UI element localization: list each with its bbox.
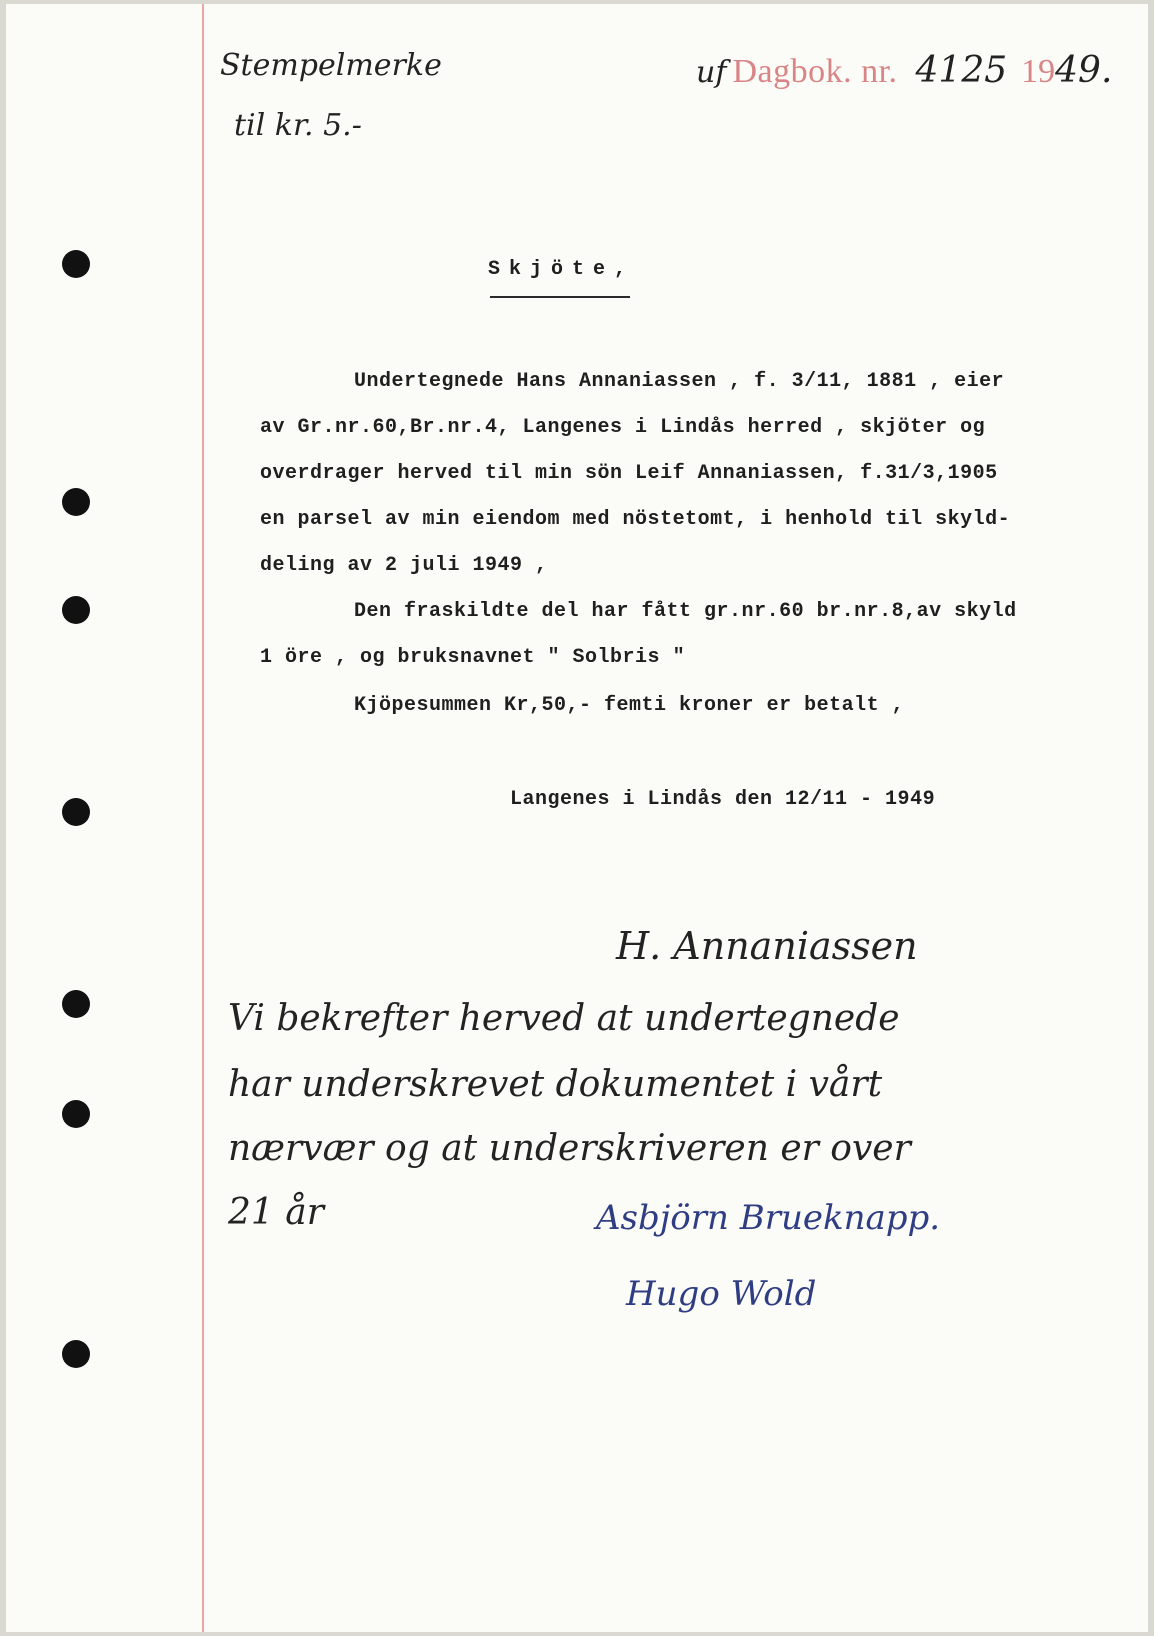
document-page	[6, 4, 1148, 1632]
stamp-prefix: uf	[696, 55, 727, 90]
punch-hole-icon	[62, 596, 90, 624]
body-line: 1 öre , og bruksnavnet " Solbris "	[260, 646, 686, 669]
punch-hole-icon	[62, 798, 90, 826]
punch-hole-icon	[62, 990, 90, 1018]
punch-hole-icon	[62, 1340, 90, 1368]
body-line: Den fraskildte del har fått gr.nr.60 br.nr.8,av skyld	[354, 600, 1017, 623]
punch-hole-icon	[62, 488, 90, 516]
title-underline	[490, 296, 630, 298]
document-title: Skjöte,	[488, 258, 636, 281]
body-line: deling av 2 juli 1949 ,	[260, 554, 548, 577]
stamp-label: Dagbok. nr.	[732, 53, 898, 90]
red-margin-line	[202, 4, 204, 1632]
body-line: en parsel av min eiendom med nöstetomt, i henhold til skyld-	[260, 508, 1011, 531]
punch-hole-icon	[62, 250, 90, 278]
seller-signature: H. Annaniassen	[616, 924, 918, 968]
witness-statement-line: har underskrevet dokumentet i vårt	[228, 1064, 883, 1105]
body-line: overdrager herved til min sön Leif Annaniassen, f.31/3,1905	[260, 462, 998, 485]
witness-statement-line: Vi bekrefter herved at undertegnede	[228, 998, 900, 1039]
witness-statement-line: nærvær og at underskriveren er over	[228, 1128, 911, 1169]
witness-statement-line: 21 år	[228, 1192, 324, 1233]
place-date: Langenes i Lindås den 12/11 - 1949	[510, 788, 936, 811]
punch-hole-icon	[62, 1100, 90, 1128]
body-line: Kjöpesummen Kr,50,- femti kroner er betalt ,	[354, 694, 905, 717]
body-line: Undertegnede Hans Annaniassen , f. 3/11, 1881 , eier	[354, 370, 1005, 393]
stamp-number: 4125	[915, 50, 1008, 91]
witness2-signature: Hugo Wold	[626, 1274, 817, 1314]
body-line: av Gr.nr.60,Br.nr.4, Langenes i Lindås herred , skjöter og	[260, 416, 986, 439]
margin-note-line1: Stempelmerke	[220, 48, 442, 83]
stamp-year-printed: 19	[1021, 53, 1056, 90]
stamp-year-written: 49.	[1055, 50, 1113, 91]
register-stamp	[696, 50, 1112, 91]
witness1-signature: Asbjörn Brueknapp.	[596, 1198, 941, 1238]
margin-note-line2: til kr. 5.-	[234, 108, 362, 143]
